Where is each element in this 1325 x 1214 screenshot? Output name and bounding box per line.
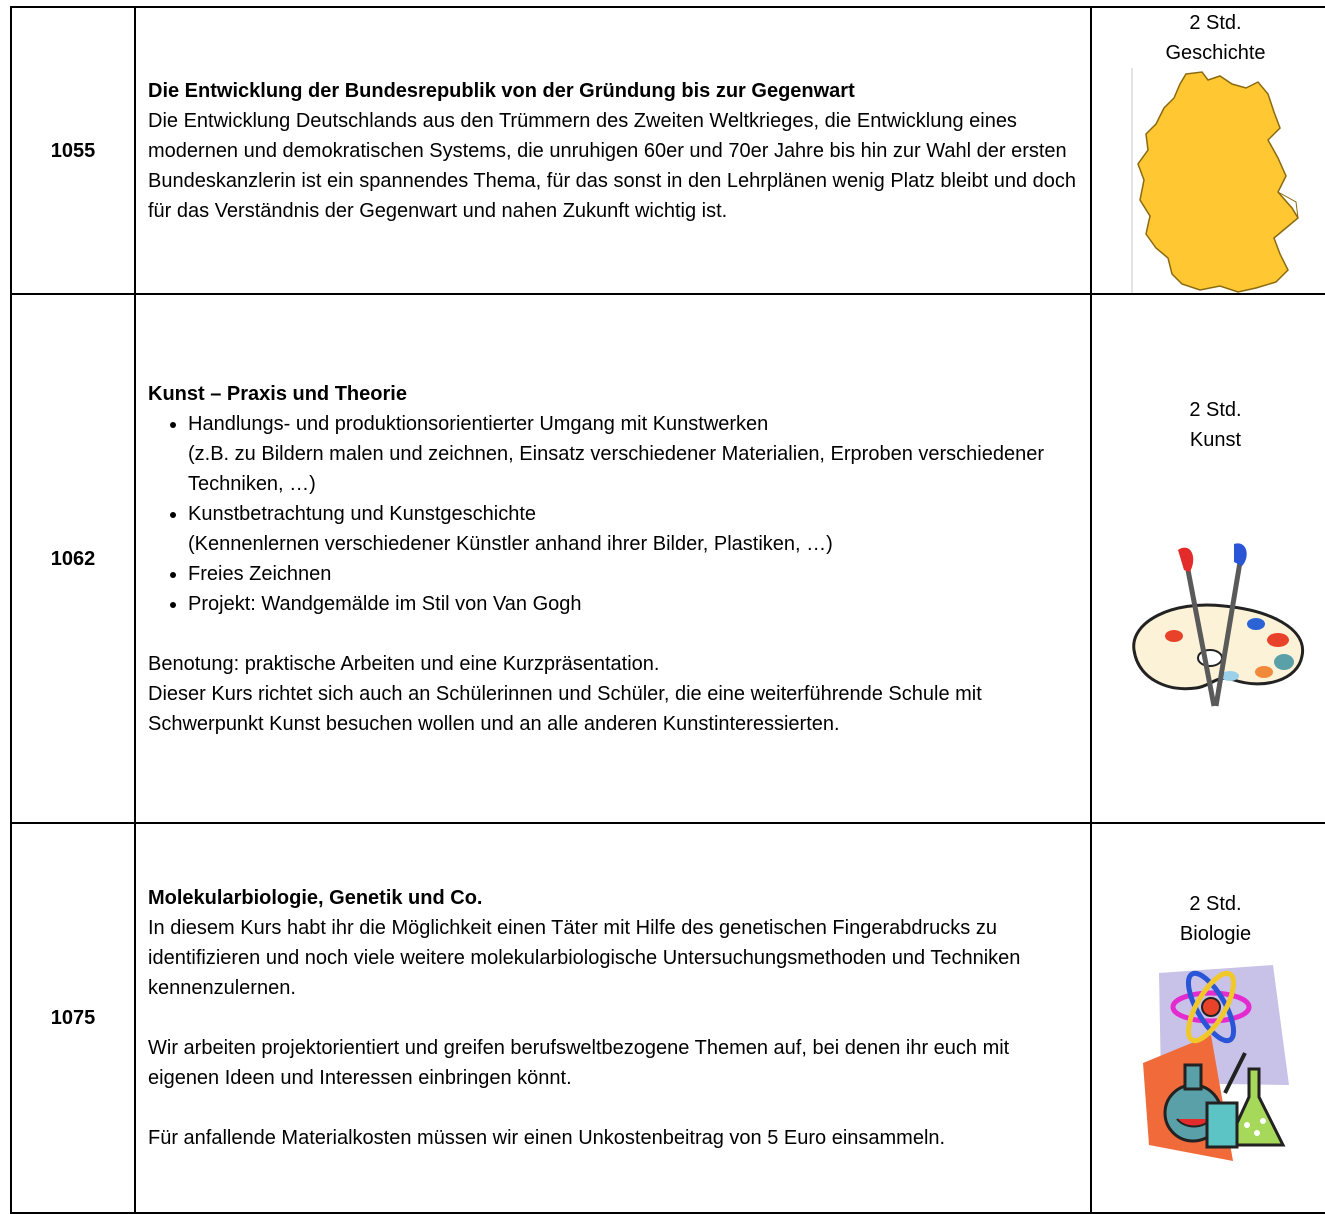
list-item [188, 559, 1078, 589]
germany-map-icon [1128, 68, 1303, 293]
paint-palette-icon [1116, 540, 1316, 710]
bullet-main: Handlungs- und produktionsorientierter Umgang mit Kunstwerken [188, 412, 769, 435]
course-text: Wir arbeiten projektorientiert und greifen berufsweltbezogene Themen auf, bei denen ihr euch mit eigenen Ideen und Interessen einbringen könnt. [148, 1037, 1010, 1089]
list-item [188, 589, 1078, 619]
course-hours: 2 Std. [1189, 893, 1242, 915]
bullet-sub: (z.B. zu Bildern malen und zeichnen, Einsatz verschiedener Materialien, Erproben verschiedener Techniken, …) [188, 442, 1045, 495]
bullet-sub: (Kennenlernen verschiedener Künstler anhand ihrer Bilder, Plastiken, …) [188, 532, 833, 555]
course-side [1091, 294, 1325, 823]
course-subject: Biologie [1179, 923, 1252, 945]
course-hours: 2 Std. [1189, 399, 1242, 421]
course-table [10, 6, 1325, 1214]
course-text: Für anfallende Materialkosten müssen wir einen Unkostenbeitrag von 5 Euro einsammeln. [148, 1127, 946, 1149]
course-side [1091, 823, 1325, 1213]
course-title: Die Entwicklung der Bundesrepublik von der Gründung bis zur Gegenwart [148, 79, 855, 102]
course-number: 1075 [11, 823, 135, 1213]
course-text: In diesem Kurs habt ihr die Möglichkeit einen Täter mit Hilfe des genetischen Fingerabdrucks zu identifizieren und noch viele weitere molekularbiologische Untersuchungsmethoden und Techniken kennenzulernen. [148, 917, 1021, 999]
list-item [188, 499, 1078, 559]
bullet-list [148, 409, 1078, 619]
course-description [135, 7, 1091, 294]
course-row [11, 7, 1325, 294]
course-row [11, 823, 1325, 1213]
course-hours: 2 Std. [1189, 12, 1242, 34]
list-item [188, 409, 1078, 499]
course-row [11, 294, 1325, 823]
course-text: Dieser Kurs richtet sich auch an Schülerinnen und Schüler, die eine weiterführende Schule mit Schwerpunkt Kunst besuchen wollen und an alle anderen Kunstinteressierten. [148, 682, 982, 735]
course-text: Benotung: praktische Arbeiten und eine Kurzpräsentation. [148, 652, 660, 675]
course-number: 1062 [11, 294, 135, 823]
bullet-main: Kunstbetrachtung und Kunstgeschichte [188, 502, 537, 525]
course-text: Die Entwicklung Deutschlands aus den Trümmern des Zweiten Weltkrieges, die Entwicklung eines modernen und demokratischen Systems, die unruhigen 60er und 70er Jahre bis hin zur Wahl der ersten Bundeskanzlerin ist ein spannendes Thema, für das sonst in den Lehrplänen wenig Platz bleibt und doch für das Verständnis der Gegenwart und nahen Zukunft wichtig ist. [148, 109, 1077, 222]
course-subject: Geschichte [1165, 42, 1266, 64]
course-title: Kunst – Praxis und Theorie [148, 382, 407, 405]
course-description [135, 294, 1091, 823]
course-side [1091, 7, 1325, 294]
bullet-main: Freies Zeichnen [188, 562, 332, 585]
course-title: Molekularbiologie, Genetik und Co. [148, 887, 483, 909]
course-number: 1055 [11, 7, 135, 294]
science-lab-icon [1141, 965, 1291, 1165]
course-description [135, 823, 1091, 1213]
course-subject: Kunst [1189, 429, 1242, 451]
bullet-main: Projekt: Wandgemälde im Stil von Van Gogh [188, 592, 582, 615]
